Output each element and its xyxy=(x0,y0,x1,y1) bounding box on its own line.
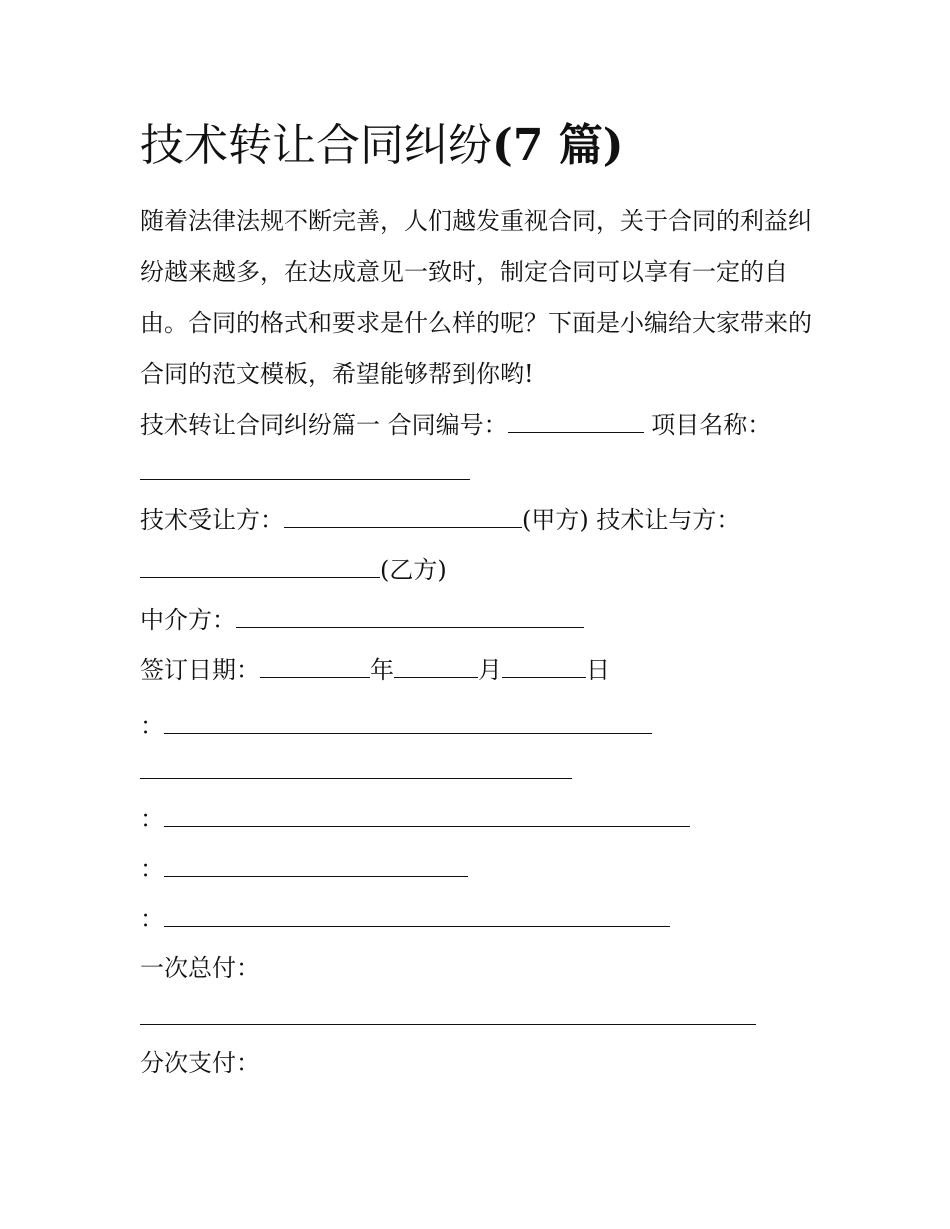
field-blank-1[interactable] xyxy=(164,711,652,734)
month-label: 月 xyxy=(478,656,502,684)
party-b-label: (乙方) xyxy=(380,556,447,584)
installment-line xyxy=(140,1046,260,1080)
field-blank-2[interactable] xyxy=(140,756,572,779)
day-label: 日 xyxy=(586,656,610,684)
month-blank[interactable] xyxy=(394,655,478,678)
sign-date-line xyxy=(140,653,610,687)
transferor-blank[interactable] xyxy=(140,555,380,578)
transferee-line xyxy=(140,503,740,537)
title-main: 技术转让合同纠纷 xyxy=(140,120,492,171)
project-name-label: 项目名称： xyxy=(651,411,772,439)
year-blank[interactable] xyxy=(260,655,370,678)
blank-line-2 xyxy=(140,754,572,788)
transferor-line xyxy=(140,553,447,587)
intermediary-label: 中介方： xyxy=(140,606,236,634)
year-label: 年 xyxy=(370,656,394,684)
transferee-label: 技术受让方： xyxy=(140,506,284,534)
field-blank-5[interactable] xyxy=(164,904,670,927)
intro-paragraph: 随着法律法规不断完善，人们越发重视合同，关于合同的利益纠纷越来越多，在达成意见一致时，制定合同可以享有一定的自由。合同的格式和要求是什么样的呢？下面是小编给大家带来的合同的范文模板，希望能够帮到你哟! xyxy=(140,207,812,388)
blank-line-4 xyxy=(140,852,468,886)
lump-sum-label: 一次总付： xyxy=(140,954,260,982)
colon-label: ： xyxy=(140,712,164,740)
day-blank[interactable] xyxy=(502,655,586,678)
colon-label: ： xyxy=(140,805,164,833)
party-a-label: (甲方) xyxy=(522,506,589,534)
lump-sum-blank-line xyxy=(140,1000,756,1034)
transferee-blank[interactable] xyxy=(284,505,522,528)
blank-line-5 xyxy=(140,902,670,936)
lump-sum-blank[interactable] xyxy=(140,1002,756,1025)
project-name-blank[interactable] xyxy=(140,457,470,480)
installment-label: 分次支付： xyxy=(140,1049,260,1077)
intermediary-line xyxy=(140,603,584,637)
title-suffix: (7 篇) xyxy=(492,120,624,171)
blank-line-3 xyxy=(140,802,690,836)
intermediary-blank[interactable] xyxy=(236,605,584,628)
sign-date-label: 签订日期： xyxy=(140,656,260,684)
contract-number-blank[interactable] xyxy=(508,410,644,433)
project-name-line xyxy=(140,455,470,489)
document-title xyxy=(140,118,624,174)
transferor-label: 技术让与方： xyxy=(596,506,741,534)
field-blank-3[interactable] xyxy=(164,804,690,827)
blank-line-1 xyxy=(140,709,652,743)
contract-heading: 技术转让合同纠纷篇一 合同编号： xyxy=(140,411,508,439)
contract-number-line xyxy=(140,408,771,442)
lump-sum-line xyxy=(140,951,260,985)
colon-label: ： xyxy=(140,855,164,883)
field-blank-4[interactable] xyxy=(164,854,468,877)
colon-label: ： xyxy=(140,905,164,933)
